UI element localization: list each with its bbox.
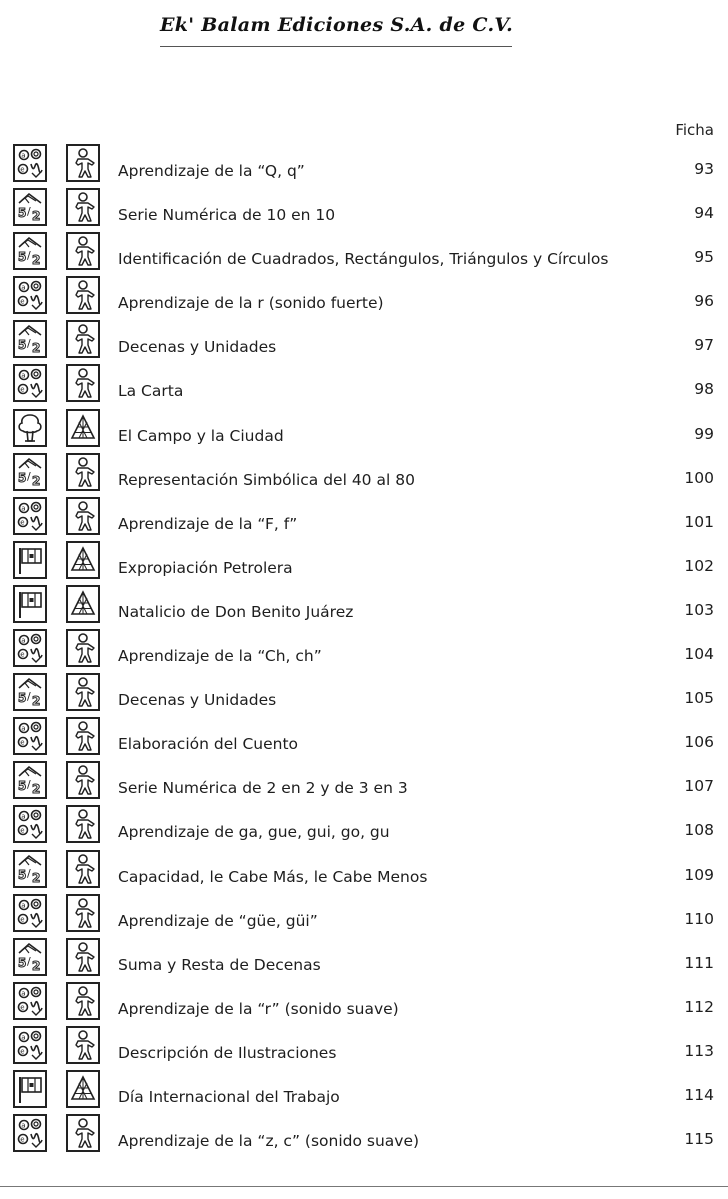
- ficha-number: 106: [684, 733, 714, 752]
- index-row: [0, 362, 728, 406]
- index-row: [0, 274, 728, 318]
- index-row: [0, 848, 728, 892]
- svg-text:5: 5: [18, 206, 27, 221]
- index-row: [0, 451, 728, 495]
- row-title: Serie Numérica de 2 en 2 y de 3 en 3: [118, 779, 408, 798]
- letters-icon: [13, 629, 47, 667]
- child-figure-icon: [66, 320, 100, 358]
- index-row: [0, 1112, 728, 1156]
- svg-text:2: 2: [32, 473, 41, 488]
- letters-icon: [13, 894, 47, 932]
- row-title: Decenas y Unidades: [118, 338, 277, 357]
- ficha-number: 96: [694, 292, 714, 311]
- svg-text:e: e: [20, 297, 25, 306]
- child-figure-icon: [66, 673, 100, 711]
- ficha-number: 101: [684, 512, 714, 531]
- footer-divider: [0, 1186, 728, 1187]
- svg-text:a: a: [21, 1033, 26, 1042]
- svg-text:a: a: [21, 989, 26, 998]
- page-header: [0, 8, 728, 48]
- math-icon: [13, 232, 47, 270]
- letters-icon: [13, 364, 47, 402]
- index-row: [0, 1024, 728, 1068]
- svg-text:e: e: [20, 826, 25, 835]
- pyramid-icon: [66, 409, 100, 447]
- svg-text:2: 2: [32, 782, 41, 797]
- row-title: Capacidad, le Cabe Más, le Cabe Menos: [118, 867, 428, 886]
- pyramid-icon: [66, 585, 100, 623]
- pyramid-icon: [66, 1070, 100, 1108]
- svg-text:/: /: [27, 866, 31, 880]
- row-title: Expropiación Petrolera: [118, 558, 293, 577]
- letters-icon: [13, 276, 47, 314]
- row-title: Aprendizaje de la “r” (sonido suave): [118, 999, 399, 1018]
- child-figure-icon: [66, 232, 100, 270]
- math-icon: [13, 188, 47, 226]
- svg-text:5: 5: [18, 779, 27, 794]
- ficha-number: 93: [694, 160, 714, 178]
- svg-text:e: e: [20, 1135, 25, 1144]
- svg-text:2: 2: [32, 341, 41, 356]
- child-figure-icon: [66, 982, 100, 1020]
- svg-text:/: /: [27, 778, 31, 792]
- flag-icon: [13, 585, 47, 623]
- ficha-number: 113: [684, 1041, 714, 1060]
- svg-text:a: a: [21, 1121, 26, 1130]
- ficha-number: 109: [684, 865, 714, 884]
- child-figure-icon: [66, 850, 100, 888]
- row-title: Suma y Resta de Decenas: [118, 955, 321, 974]
- row-title: Aprendizaje de la “z, c” (sonido suave): [118, 1132, 420, 1151]
- index-row: [0, 583, 728, 627]
- svg-text:e: e: [20, 650, 25, 659]
- row-title: Identificación de Cuadrados, Rectángulos, Triángulos y Círculos: [118, 250, 609, 269]
- child-figure-icon: [66, 629, 100, 667]
- row-title: Representación Simbólica del 40 al 80: [118, 470, 415, 489]
- math-icon: [13, 850, 47, 888]
- svg-text:e: e: [20, 385, 25, 394]
- svg-text:a: a: [21, 504, 26, 513]
- svg-text:e: e: [20, 518, 25, 527]
- svg-text:5: 5: [18, 338, 27, 353]
- svg-text:2: 2: [32, 870, 41, 885]
- svg-text:2: 2: [32, 209, 41, 224]
- letters-icon: [13, 717, 47, 755]
- child-figure-icon: [66, 894, 100, 932]
- math-icon: [13, 673, 47, 711]
- index-row: [0, 671, 728, 715]
- row-title: Día Internacional del Trabajo: [118, 1087, 340, 1106]
- svg-text:a: a: [21, 636, 26, 645]
- letters-icon: [13, 1026, 47, 1064]
- child-figure-icon: [66, 364, 100, 402]
- ficha-number: 105: [684, 689, 714, 708]
- svg-text:/: /: [27, 469, 31, 483]
- child-figure-icon: [66, 453, 100, 491]
- letters-icon: [13, 144, 47, 182]
- row-title: Descripción de Ilustraciones: [118, 1043, 337, 1062]
- ficha-number: 108: [684, 821, 714, 840]
- svg-text:5: 5: [18, 250, 27, 265]
- ficha-number: 103: [684, 600, 714, 619]
- child-figure-icon: [66, 805, 100, 843]
- index-row: [0, 407, 728, 451]
- row-title: El Campo y la Ciudad: [118, 426, 284, 445]
- index-row: [0, 627, 728, 671]
- math-icon: [13, 320, 47, 358]
- child-figure-icon: [66, 938, 100, 976]
- math-icon: [13, 938, 47, 976]
- row-title: Elaboración del Cuento: [118, 735, 299, 754]
- svg-text:5: 5: [18, 470, 27, 485]
- letters-icon: [13, 805, 47, 843]
- index-row: [0, 318, 728, 362]
- ficha-column-header: Ficha: [675, 121, 714, 139]
- flag-icon: [13, 1070, 47, 1108]
- row-title: Aprendizaje de la “Q, q”: [118, 162, 305, 180]
- tree-icon: [13, 409, 47, 447]
- index-row: [0, 142, 728, 186]
- child-figure-icon: [66, 497, 100, 535]
- ficha-number: 107: [684, 777, 714, 796]
- row-title: Aprendizaje de la r (sonido fuerte): [118, 294, 384, 313]
- svg-text:a: a: [21, 724, 26, 733]
- child-figure-icon: [66, 188, 100, 226]
- ficha-number: 111: [684, 953, 714, 972]
- svg-text:/: /: [27, 337, 31, 351]
- svg-text:e: e: [20, 1047, 25, 1056]
- ficha-number: 94: [694, 204, 714, 223]
- header-divider: [160, 46, 512, 47]
- index-row: [0, 980, 728, 1024]
- svg-text:/: /: [27, 954, 31, 968]
- index-row: [0, 186, 728, 230]
- svg-text:/: /: [27, 205, 31, 219]
- svg-text:e: e: [20, 738, 25, 747]
- svg-text:/: /: [27, 690, 31, 704]
- index-list: [0, 142, 728, 1156]
- svg-text:a: a: [21, 283, 26, 292]
- svg-text:a: a: [21, 151, 26, 160]
- index-row: [0, 715, 728, 759]
- row-title: Natalicio de Don Benito Juárez: [118, 602, 354, 621]
- index-row: [0, 539, 728, 583]
- ficha-number: 98: [694, 380, 714, 399]
- child-figure-icon: [66, 717, 100, 755]
- row-title: La Carta: [118, 382, 184, 401]
- index-row: [0, 495, 728, 539]
- math-icon: [13, 761, 47, 799]
- ficha-number: 112: [684, 997, 714, 1016]
- ficha-number: 99: [694, 424, 714, 443]
- svg-text:5: 5: [18, 867, 27, 882]
- index-row: [0, 1068, 728, 1112]
- publisher-title: Ek' Balam Ediciones S.A. de C.V.: [160, 14, 514, 36]
- child-figure-icon: [66, 761, 100, 799]
- index-row: [0, 230, 728, 274]
- letters-icon: [13, 497, 47, 535]
- ficha-number: 95: [694, 248, 714, 267]
- pyramid-icon: [66, 541, 100, 579]
- svg-text:a: a: [21, 371, 26, 380]
- svg-text:a: a: [21, 812, 26, 821]
- row-title: Aprendizaje de “güe, güi”: [118, 911, 318, 930]
- index-row: [0, 892, 728, 936]
- ficha-number: 114: [684, 1085, 714, 1104]
- ficha-number: 102: [684, 556, 714, 575]
- svg-text:e: e: [20, 1003, 25, 1012]
- index-row: [0, 759, 728, 803]
- row-title: Aprendizaje de ga, gue, gui, go, gu: [118, 823, 390, 842]
- index-row: [0, 936, 728, 980]
- row-title: Decenas y Unidades: [118, 691, 277, 710]
- flag-icon: [13, 541, 47, 579]
- letters-icon: [13, 1114, 47, 1152]
- svg-text:2: 2: [32, 253, 41, 268]
- child-figure-icon: [66, 276, 100, 314]
- ficha-number: 104: [684, 645, 714, 664]
- svg-text:/: /: [27, 249, 31, 263]
- svg-text:2: 2: [32, 694, 41, 709]
- ficha-number: 110: [684, 909, 714, 928]
- svg-text:5: 5: [18, 955, 27, 970]
- letters-icon: [13, 982, 47, 1020]
- child-figure-icon: [66, 144, 100, 182]
- row-title: Serie Numérica de 10 en 10: [118, 206, 336, 225]
- svg-text:e: e: [20, 915, 25, 924]
- ficha-number: 97: [694, 336, 714, 355]
- svg-text:2: 2: [32, 958, 41, 973]
- ficha-number: 115: [684, 1130, 714, 1149]
- svg-text:e: e: [20, 165, 25, 174]
- ficha-number: 100: [684, 468, 714, 487]
- row-title: Aprendizaje de la “Ch, ch”: [118, 647, 322, 666]
- index-row: [0, 803, 728, 847]
- row-title: Aprendizaje de la “F, f”: [118, 514, 298, 533]
- math-icon: [13, 453, 47, 491]
- child-figure-icon: [66, 1114, 100, 1152]
- svg-text:a: a: [21, 901, 26, 910]
- child-figure-icon: [66, 1026, 100, 1064]
- svg-text:5: 5: [18, 691, 27, 706]
